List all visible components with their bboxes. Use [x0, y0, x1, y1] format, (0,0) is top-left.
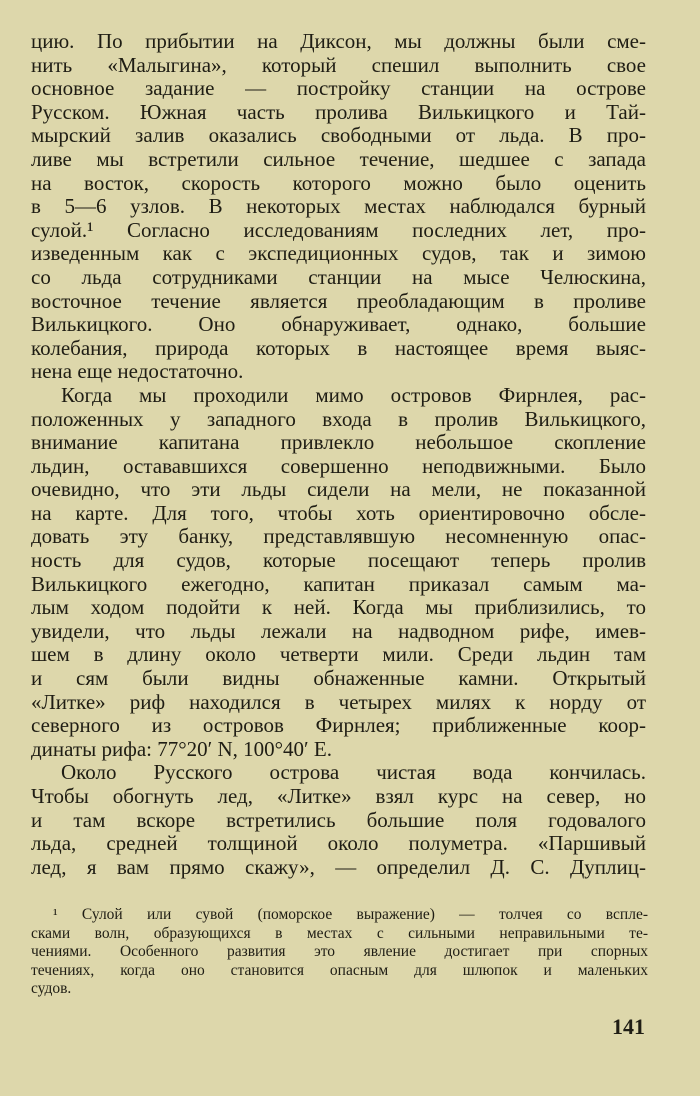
text-line: и там вскоре встретились большие поля годовалого	[31, 807, 646, 832]
text-line: основное задание — постройку станции на острове	[31, 76, 646, 101]
text-line: Около Русского острова чистая вода кончилась.	[61, 760, 646, 785]
text-line: внимание капитана привлекло небольшое скопление	[31, 430, 646, 455]
text-line: колебания, природа которых в настоящее время выяс-	[31, 335, 646, 360]
text-line: лым ходом подойти к ней. Когда мы приблизились, то	[31, 595, 646, 620]
text-line: лед, я вам прямо скажу», — определил Д. С. Дуплиц-	[31, 854, 646, 879]
text-line: Русском. Южная часть пролива Вилькицкого и Тай-	[31, 99, 646, 124]
text-line: и сям были видны обнаженные камни. Открытый	[31, 666, 646, 691]
text-line: льда, средней толщиной около полуметра. «Паршивый	[31, 831, 646, 856]
footnote-line: сками волн, образующихся в местах с сильными неправильными те-	[31, 924, 648, 942]
text-line: положенных у западного входа в пролив Вилькицкого,	[31, 406, 646, 431]
footnote	[31, 906, 648, 999]
text-line: со льда сотрудниками станции на мысе Челюскина,	[31, 264, 646, 289]
main-text	[31, 30, 646, 879]
text-line: восточное течение является преобладающим в проливе	[31, 288, 646, 313]
text-line: мырский залив оказались свободными от льда. В про-	[31, 123, 646, 148]
text-line: нить «Малыгина», который спешил выполнить свое	[31, 52, 646, 77]
text-line: северного из островов Фирнлея; приближенные коор-	[31, 713, 646, 738]
text-line: изведенным как с экспедиционных судов, так и зимою	[31, 241, 646, 266]
text-line: Вилькицкого. Оно обнаруживает, однако, большие	[31, 312, 646, 337]
text-line: Когда мы проходили мимо островов Фирнлея, рас-	[61, 382, 646, 407]
footnote-line: ¹ Сулой или сувой (поморское выражение) — толчея со вспле-	[53, 906, 648, 923]
text-line: ность для судов, которые посещают теперь пролив	[31, 548, 646, 573]
footnote-line: судов.	[31, 980, 72, 998]
text-line: сулой.¹ Согласно исследованиям последних лет, про-	[31, 217, 646, 242]
text-line: на восток, скорость которого можно было оценить	[31, 170, 646, 195]
footnote-line: чениями. Особенного развития это явление достигает при спорных	[31, 943, 648, 961]
text-line: Чтобы обогнуть лед, «Литке» взял курс на север, но	[31, 784, 646, 808]
text-line: «Литке» риф находился в четырех милях к норду от	[31, 689, 646, 714]
text-line: ливе мы встретили сильное течение, шедшее с запада	[31, 146, 646, 171]
footnote-line: течениях, когда оно становится опасным для шлюпок и маленьких	[31, 961, 648, 979]
text-line: увидели, что льды лежали на надводном рифе, имев-	[31, 618, 646, 643]
page-number: 141	[612, 1014, 645, 1039]
text-line: Вилькицкого ежегодно, капитан приказал самым ма-	[31, 571, 646, 596]
text-line: на карте. Для того, чтобы хоть ориентировочно обсле-	[31, 500, 646, 525]
text-line: цию. По прибытии на Диксон, мы должны были сме-	[31, 29, 646, 53]
text-line: льдин, остававшихся совершенно неподвижными. Было	[31, 453, 646, 478]
text-line: очевидно, что эти льды сидели на мели, не показанной	[31, 477, 646, 502]
text-line: нена еще недостаточно.	[31, 359, 244, 384]
text-line: шем в длину около четверти мили. Среди льдин там	[31, 642, 646, 667]
text-line: динаты рифа: 77°20′ N, 100°40′ E.	[31, 736, 332, 761]
text-line: довать эту банку, представлявшую несомненную опас-	[31, 524, 646, 549]
text-line: в 5—6 узлов. В некоторых местах наблюдался бурный	[31, 194, 646, 219]
